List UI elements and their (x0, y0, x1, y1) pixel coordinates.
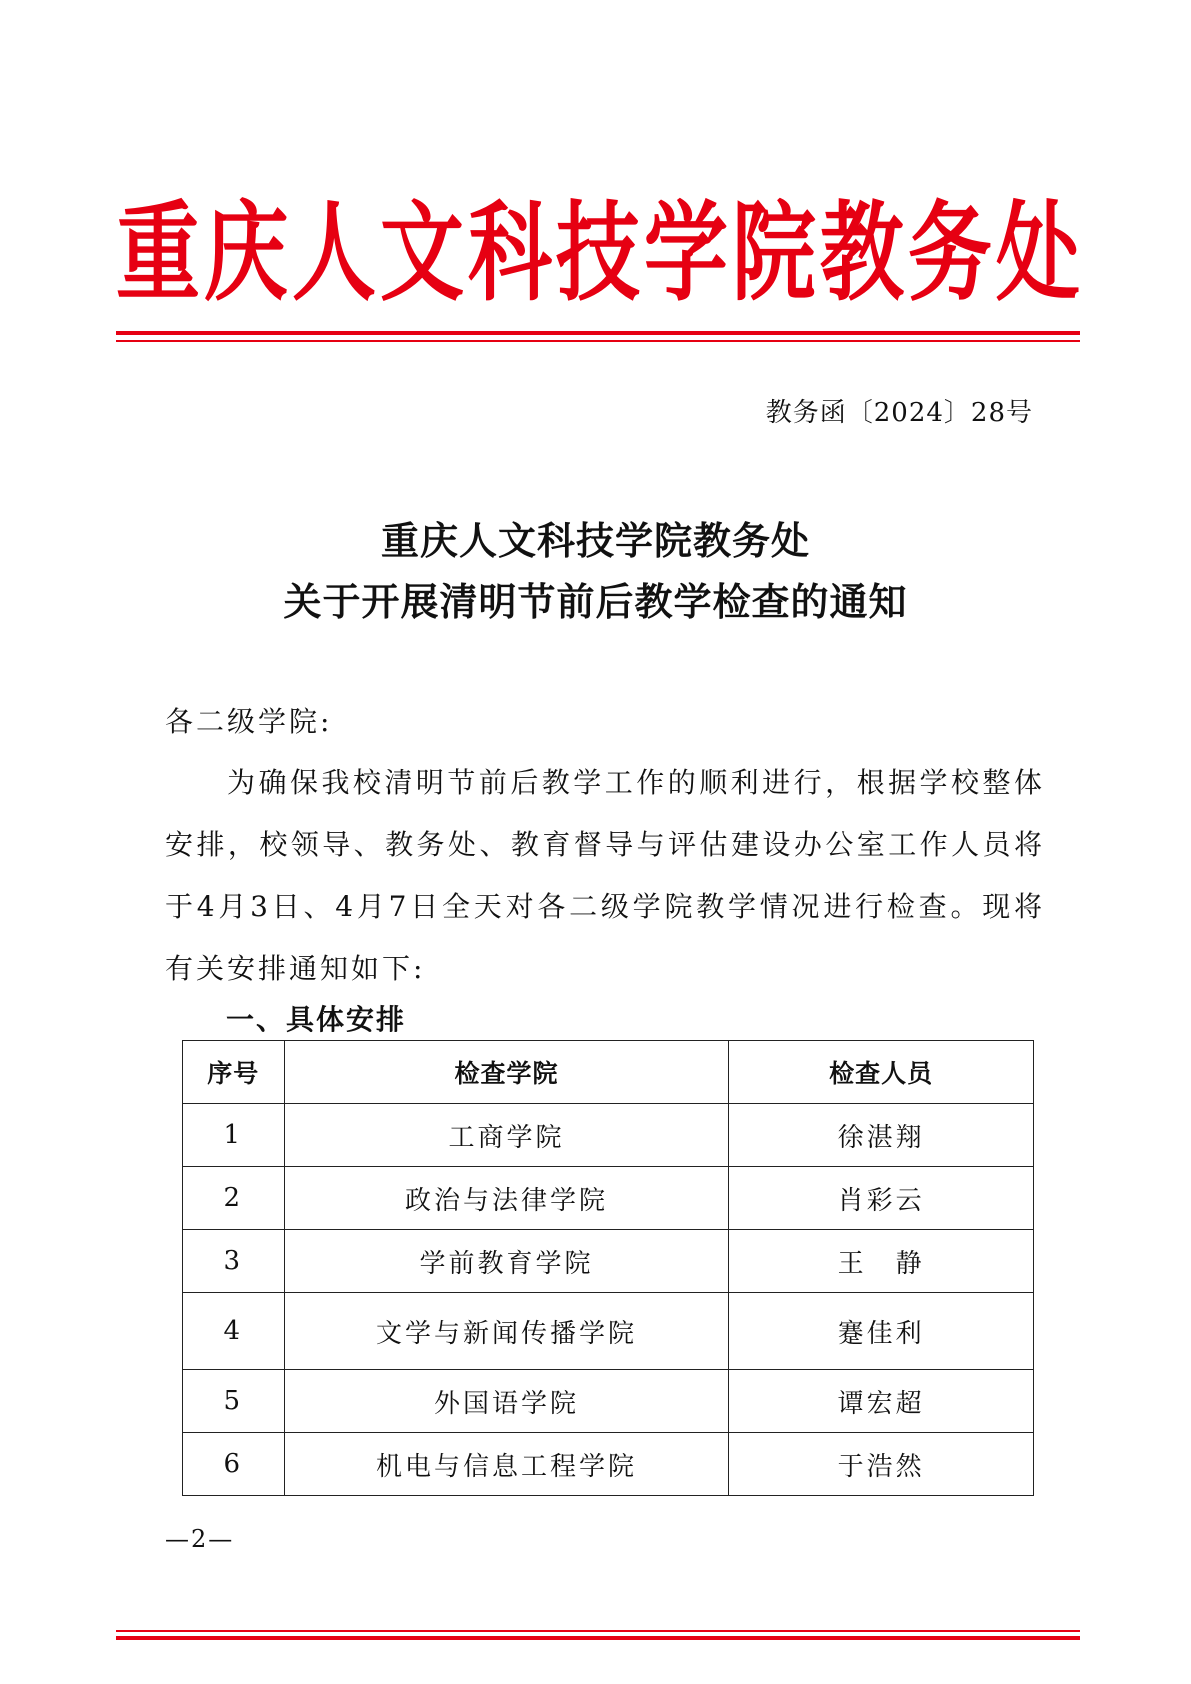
title-line-1: 重庆人文科技学院教务处 (380, 519, 810, 563)
header-divider-thin (116, 340, 1080, 342)
cell-college: 工商学院 (284, 1104, 729, 1167)
cell-index: 5 (183, 1370, 285, 1433)
document-number: 教务函〔2024〕28号 (765, 398, 1033, 428)
cell-inspector: 蹇佳利 (729, 1293, 1034, 1370)
header-college: 检查学院 (284, 1041, 729, 1104)
masthead-char: 庆 (203, 190, 288, 316)
section-heading: 一、具体安排 (226, 1003, 407, 1036)
cell-index: 2 (183, 1167, 285, 1230)
cell-inspector: 于浩然 (729, 1433, 1034, 1496)
schedule-table (182, 1040, 1034, 1496)
masthead-char: 科 (467, 190, 552, 316)
cell-inspector: 谭宏超 (729, 1370, 1034, 1433)
header-divider-thick (116, 331, 1080, 335)
cell-college: 学前教育学院 (284, 1230, 729, 1293)
masthead-char: 教 (819, 190, 904, 316)
cell-college: 文学与新闻传播学院 (284, 1293, 729, 1370)
masthead-char: 人 (291, 190, 376, 316)
cell-college: 外国语学院 (284, 1370, 729, 1433)
header-index: 序号 (183, 1041, 285, 1104)
masthead-char: 文 (379, 190, 464, 316)
cell-index: 3 (183, 1230, 285, 1293)
cell-inspector: 肖彩云 (729, 1167, 1034, 1230)
table-row (183, 1433, 1034, 1496)
table-header-row (183, 1041, 1034, 1104)
footer-divider-thick (116, 1636, 1080, 1640)
footer-divider-thin (116, 1630, 1080, 1632)
masthead-char: 重 (116, 190, 201, 316)
cell-index: 6 (183, 1433, 285, 1496)
table-row (183, 1370, 1034, 1433)
greeting: 各二级学院: (165, 705, 333, 738)
title-line-2: 关于开展清明节前后教学检查的通知 (283, 580, 908, 624)
table-row (183, 1230, 1034, 1293)
table-row (183, 1104, 1034, 1167)
table-row (183, 1167, 1034, 1230)
header-inspector: 检查人员 (729, 1041, 1034, 1104)
cell-index: 1 (183, 1104, 285, 1167)
masthead-char: 技 (555, 190, 640, 316)
masthead (116, 188, 1080, 318)
body-paragraph: 为确保我校清明节前后教学工作的顺利进行，根据学校整体安排，校领导、教务处、教育督导与评估建设办公室工作人员将于4月3日、4月7日全天对各二级学院教学情况进行检查。现将有关安排通知如下: (165, 766, 1045, 985)
cell-inspector: 王 静 (729, 1230, 1034, 1293)
cell-college: 政治与法律学院 (284, 1167, 729, 1230)
masthead-char: 处 (995, 190, 1080, 316)
cell-inspector: 徐湛翔 (729, 1104, 1034, 1167)
page-number: —2— (165, 1525, 235, 1553)
cell-index: 4 (183, 1293, 285, 1370)
masthead-char: 务 (907, 190, 992, 316)
masthead-char: 院 (731, 190, 816, 316)
masthead-char: 学 (643, 190, 728, 316)
table-row (183, 1293, 1034, 1370)
cell-college: 机电与信息工程学院 (284, 1433, 729, 1496)
